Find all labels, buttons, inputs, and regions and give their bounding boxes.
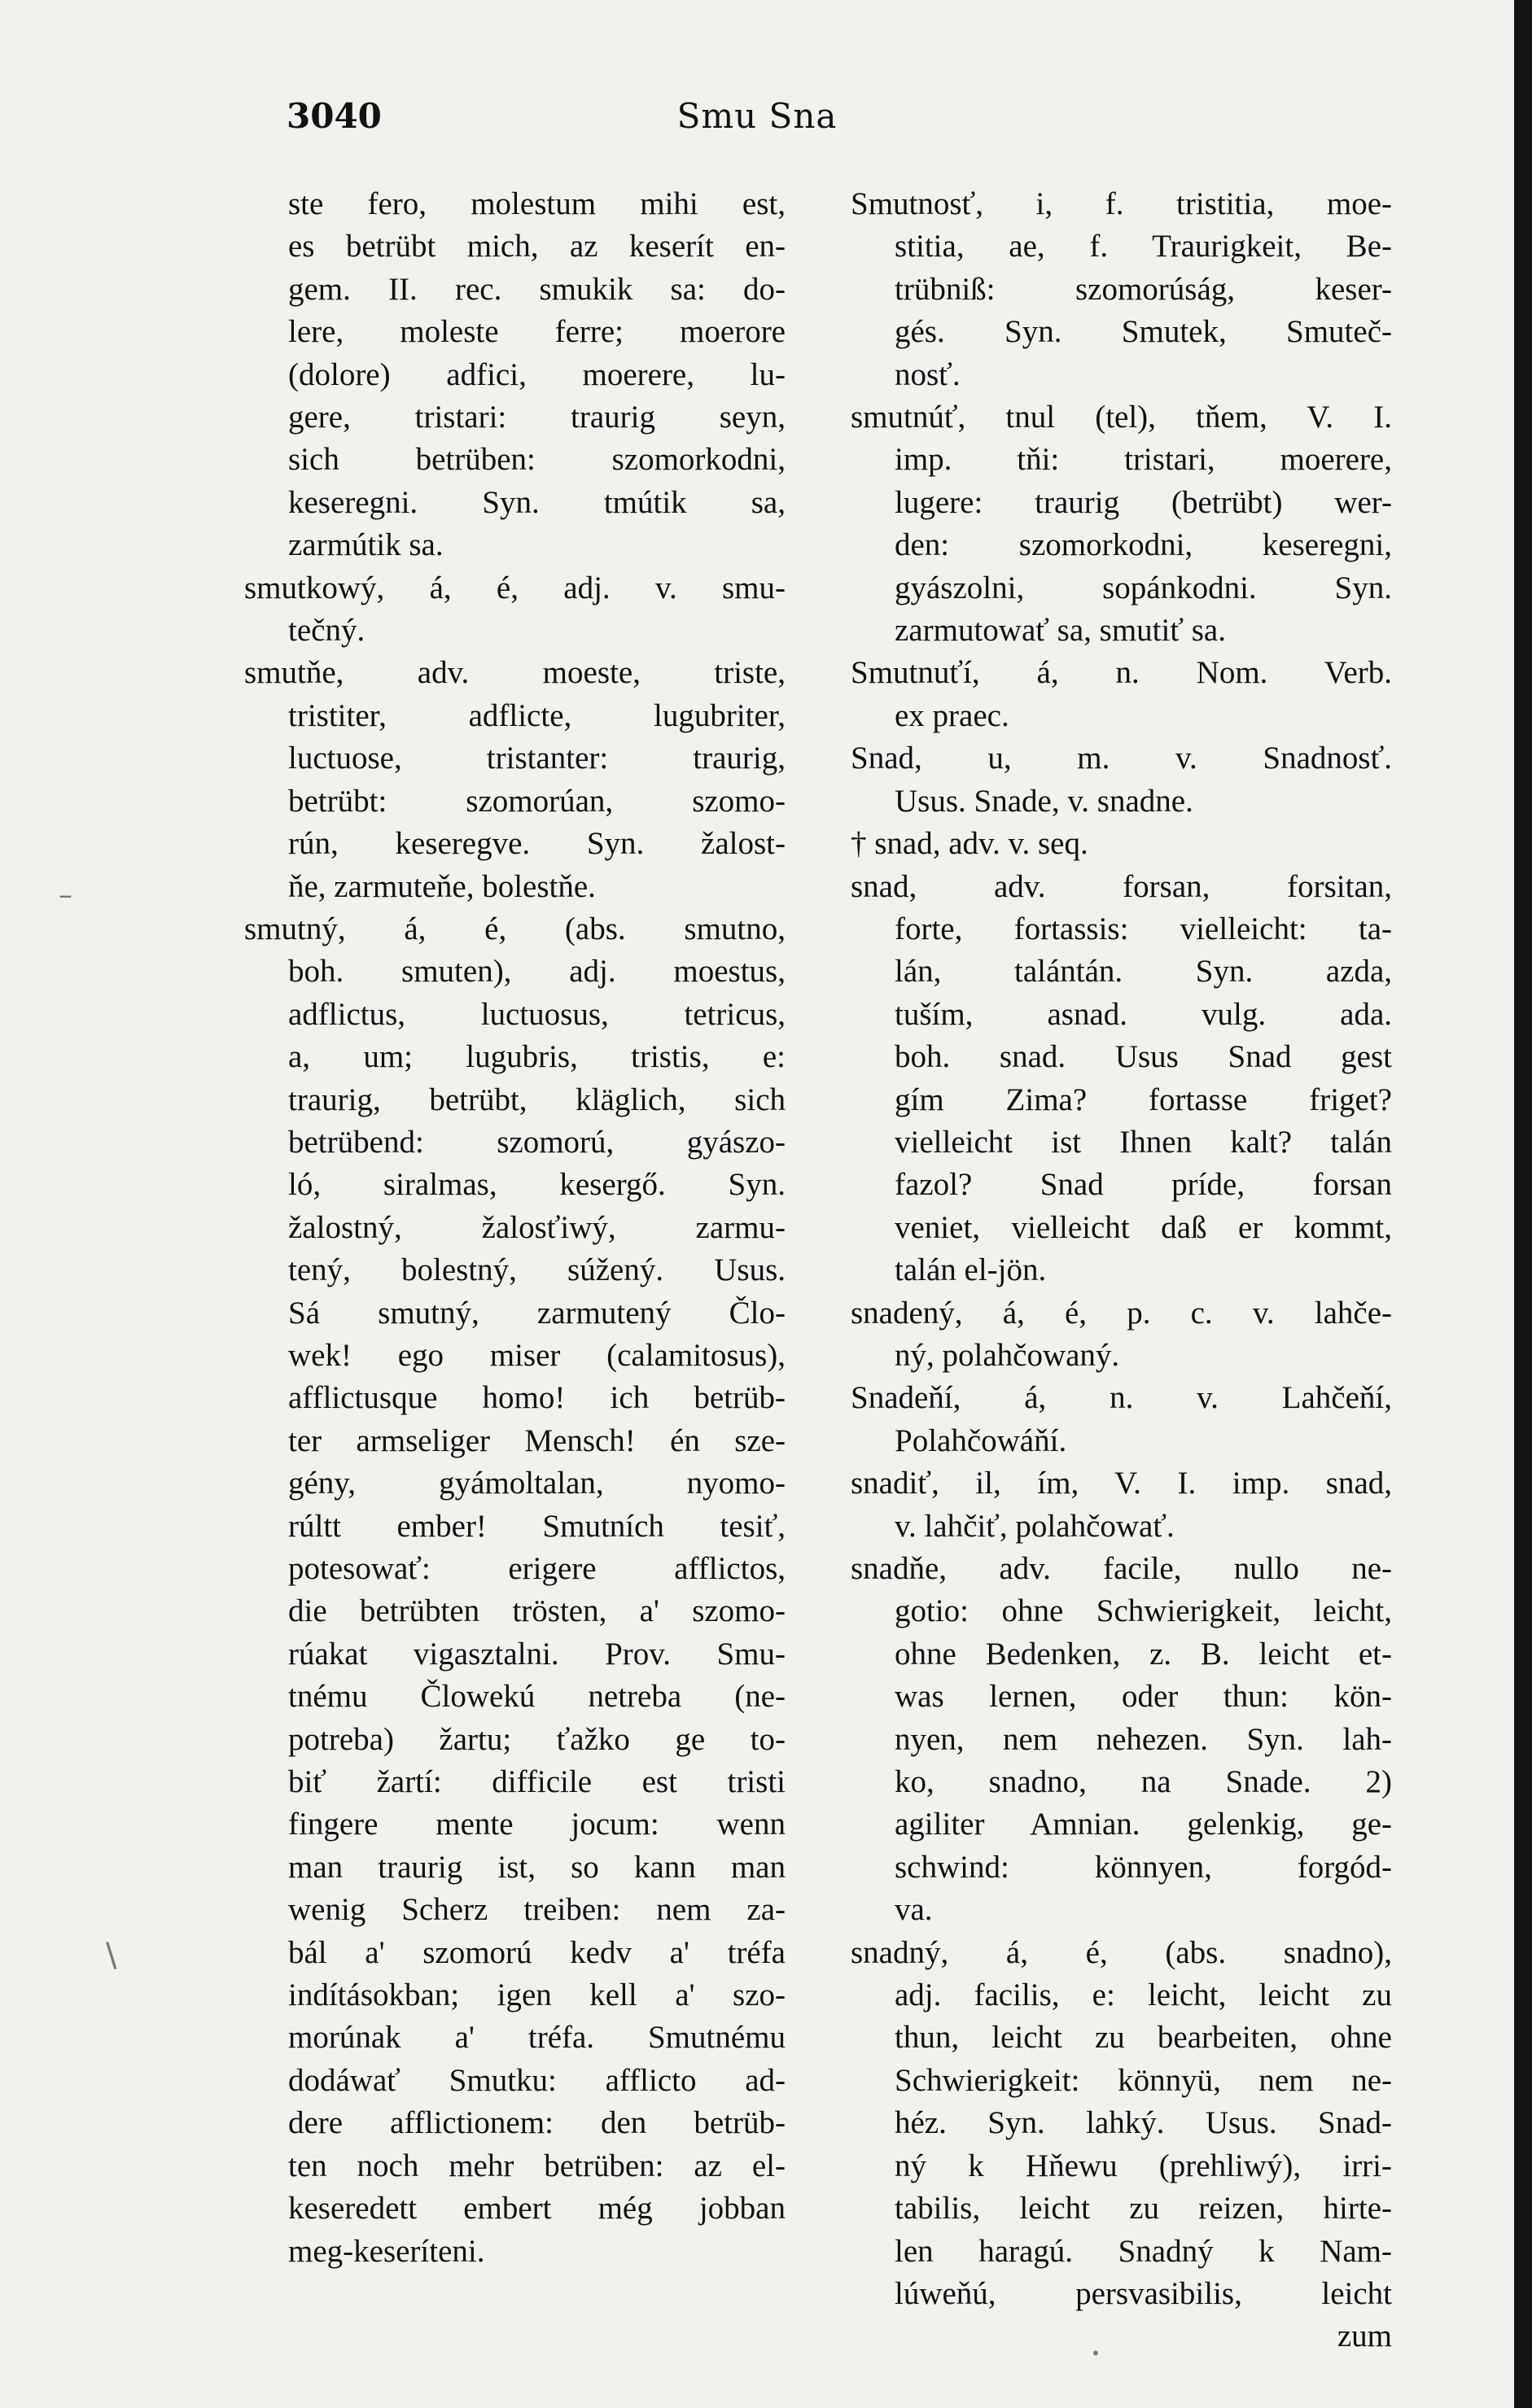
entry-line: biť žartí: difficile est tristi xyxy=(288,1764,786,1800)
entry-line: dodáwať Smutku: afflicto ad- xyxy=(288,2062,786,2098)
entry-line: gem. II. rec. smukik sa: do- xyxy=(288,271,786,307)
entry-line: fingere mente jocum: wenn xyxy=(288,1807,786,1842)
entry-line: stitia, ae, f. Traurigkeit, Be- xyxy=(895,229,1392,264)
entry-line: ten noch mehr betrüben: az el- xyxy=(288,2148,786,2183)
entry-line: gotio: ohne Schwierigkeit, leicht, xyxy=(895,1593,1392,1629)
entry-line: boh. snad. Usus Snad gest xyxy=(895,1039,1392,1075)
entry-line: Snadeňí, á, n. v. Lahčeňí, xyxy=(851,1380,1392,1416)
entry-line: v. lahčiť, polahčowať. xyxy=(895,1508,1175,1544)
entry-line: lugere: traurig (betrübt) wer- xyxy=(895,484,1392,520)
entry-line: héz. Syn. lahký. Usus. Snad- xyxy=(895,2105,1392,2141)
entry-line: gím Zima? fortasse friget? xyxy=(895,1082,1392,1117)
running-head: Smu Sna xyxy=(676,96,838,136)
entry-line: tuším, asnad. vulg. ada. xyxy=(895,996,1392,1032)
entry-line: žalostný, žalosťiwý, zarmu- xyxy=(288,1209,786,1245)
entry-line: zarmutowať sa, smutiť sa. xyxy=(895,613,1226,649)
entry-line: dere afflictionem: den betrüb- xyxy=(288,2105,786,2141)
entry-line: smutný, á, é, (abs. smutno, xyxy=(244,911,786,946)
entry-line: schwind: könnyen, forgód- xyxy=(895,1849,1392,1885)
entry-line: Sá smutný, zarmutený Člo- xyxy=(288,1295,786,1331)
entry-line: talán el-jön. xyxy=(895,1252,1047,1288)
entry-line: snadený, á, é, p. c. v. lahče- xyxy=(851,1295,1392,1331)
entry-line: ex praec. xyxy=(895,697,1009,733)
entry-line: indításokban; igen kell a' szo- xyxy=(288,1978,786,2013)
entry-line: tečný. xyxy=(288,613,365,649)
entry-line: betrübend: szomorú, gyászo- xyxy=(288,1124,786,1160)
entry-line: adj. facilis, e: leicht, leicht zu xyxy=(895,1978,1392,2013)
entry-line: traurig, betrübt, kläglich, sich xyxy=(288,1082,786,1117)
entry-line: nosť. xyxy=(895,356,961,392)
entry-line: zarmútik sa. xyxy=(288,527,444,563)
entry-line: rúltt ember! Smutních tesiť, xyxy=(288,1508,786,1544)
entry-line: tristiter, adflicte, lugubriter, xyxy=(288,697,786,733)
entry-line: zum xyxy=(1337,2318,1392,2354)
entry-line: gény, gyámoltalan, nyomo- xyxy=(288,1466,786,1501)
entry-line: rún, keseregve. Syn. žalost- xyxy=(288,826,786,862)
entry-line: ste fero, molestum mihi est, xyxy=(288,186,786,221)
entry-line: Smutnosť, i, f. tristitia, moe- xyxy=(851,186,1392,221)
page-number: 3040 xyxy=(287,96,382,136)
margin-mark: – xyxy=(59,879,72,911)
entry-line: Usus. Snade, v. snadne. xyxy=(895,783,1193,819)
entry-line: ter armseliger Mensch! én sze- xyxy=(288,1423,786,1458)
entry-line: snadňe, adv. facile, nullo ne- xyxy=(851,1551,1392,1586)
entry-line: agiliter Amnian. gelenkig, ge- xyxy=(895,1807,1392,1842)
entry-line: ohne Bedenken, z. B. leicht et- xyxy=(895,1636,1392,1672)
entry-line: ný k Hňewu (prehliwý), irri- xyxy=(895,2148,1392,2183)
entry-line: ný, polahčowaný. xyxy=(895,1337,1120,1373)
entry-line: Polahčowáňí. xyxy=(895,1423,1067,1458)
entry-line: tnému Člowekú netreba (ne- xyxy=(288,1679,786,1715)
entry-line: smutnúť, tnul (tel), tňem, V. I. xyxy=(851,400,1392,435)
entry-line: a, um; lugubris, tristis, e: xyxy=(288,1039,786,1075)
entry-line: den: szomorkodni, keseregni, xyxy=(895,527,1392,563)
entry-line: wenig Scherz treiben: nem za- xyxy=(288,1892,786,1928)
left-column xyxy=(244,183,786,2269)
entry-line: potreba) žartu; ťažko ge to- xyxy=(288,1721,786,1757)
entry-line: man traurig ist, so kann man xyxy=(288,1849,786,1885)
entry-line: potesowať: erigere afflictos, xyxy=(288,1551,786,1586)
entry-line: ňe, zarmuteňe, bolestňe. xyxy=(288,868,596,904)
entry-line: morúnak a' tréfa. Smutnému xyxy=(288,2020,786,2056)
entry-line: † snad, adv. v. seq. xyxy=(851,826,1088,862)
entry-line: nyen, nem nehezen. Syn. lah- xyxy=(895,1721,1392,1757)
margin-mark: • xyxy=(1091,2344,1101,2363)
entry-line: luctuose, tristanter: traurig, xyxy=(288,741,786,776)
right-column xyxy=(851,183,1392,2354)
entry-line: betrübt: szomorúan, szomo- xyxy=(288,783,786,819)
page-header xyxy=(0,96,1514,153)
entry-line: tený, bolestný, súžený. Usus. xyxy=(288,1252,786,1288)
entry-line: Snad, u, m. v. Snadnosť. xyxy=(851,741,1392,776)
entry-line: gere, tristari: traurig seyn, xyxy=(288,400,786,435)
entry-line: forte, fortassis: vielleicht: ta- xyxy=(895,911,1392,946)
entry-line: sich betrüben: szomorkodni, xyxy=(288,442,786,478)
entry-line: gyászolni, sopánkodni. Syn. xyxy=(895,570,1392,605)
entry-line: lere, moleste ferre; moerore xyxy=(288,314,786,350)
entry-line: lán, talántán. Syn. azda, xyxy=(895,954,1392,990)
entry-line: thun, leicht zu bearbeiten, ohne xyxy=(895,2020,1392,2056)
margin-mark: \ xyxy=(106,1937,117,1974)
entry-line: snadný, á, é, (abs. snadno), xyxy=(851,1934,1392,1970)
entry-line: bál a' szomorú kedv a' tréfa xyxy=(288,1934,786,1970)
entry-line: smutkowý, á, é, adj. v. smu- xyxy=(244,570,786,605)
entry-line: veniet, vielleicht daß er kommt, xyxy=(895,1209,1392,1245)
entry-line: adflictus, luctuosus, tetricus, xyxy=(288,996,786,1032)
entry-line: was lernen, oder thun: kön- xyxy=(895,1679,1392,1715)
entry-line: tabilis, leicht zu reizen, hirte- xyxy=(895,2191,1392,2227)
entry-line: snad, adv. forsan, forsitan, xyxy=(851,868,1392,904)
entry-line: die betrübten trösten, a' szomo- xyxy=(288,1593,786,1629)
entry-line: afflictusque homo! ich betrüb- xyxy=(288,1380,786,1416)
entry-line: fazol? Snad príde, forsan xyxy=(895,1167,1392,1203)
entry-line: trübniß: szomorúság, keser- xyxy=(895,271,1392,307)
entry-line: boh. smuten), adj. moestus, xyxy=(288,954,786,990)
entry-line: Schwierigkeit: könnyü, nem ne- xyxy=(895,2062,1392,2098)
entry-line: es betrübt mich, az keserít en- xyxy=(288,229,786,264)
entry-line: gés. Syn. Smutek, Smuteč- xyxy=(895,314,1392,350)
entry-line: len haragú. Snadný k Nam- xyxy=(895,2233,1392,2269)
entry-line: snadiť, il, ím, V. I. imp. snad, xyxy=(851,1466,1392,1501)
entry-line: rúakat vigasztalni. Prov. Smu- xyxy=(288,1636,786,1672)
entry-line: meg-keseríteni. xyxy=(288,2233,485,2269)
entry-line: Smutnuťí, á, n. Nom. Verb. xyxy=(851,655,1392,691)
entry-line: (dolore) adfici, moerere, lu- xyxy=(288,356,786,392)
entry-line: smutňe, adv. moeste, triste, xyxy=(244,655,786,691)
entry-line: keseregni. Syn. tmútik sa, xyxy=(288,484,786,520)
entry-line: va. xyxy=(895,1892,933,1928)
entry-line: wek! ego miser (calamitosus), xyxy=(288,1337,786,1373)
entry-line: lúweňú, persvasibilis, leicht xyxy=(895,2275,1392,2311)
entry-line: imp. tňi: tristari, moerere, xyxy=(895,442,1392,478)
entry-line: ko, snadno, na Snade. 2) xyxy=(895,1764,1392,1800)
entry-line: ló, siralmas, kesergő. Syn. xyxy=(288,1167,786,1203)
entry-line: vielleicht ist Ihnen kalt? talán xyxy=(895,1124,1392,1160)
entry-line: keseredett embert még jobban xyxy=(288,2191,786,2227)
